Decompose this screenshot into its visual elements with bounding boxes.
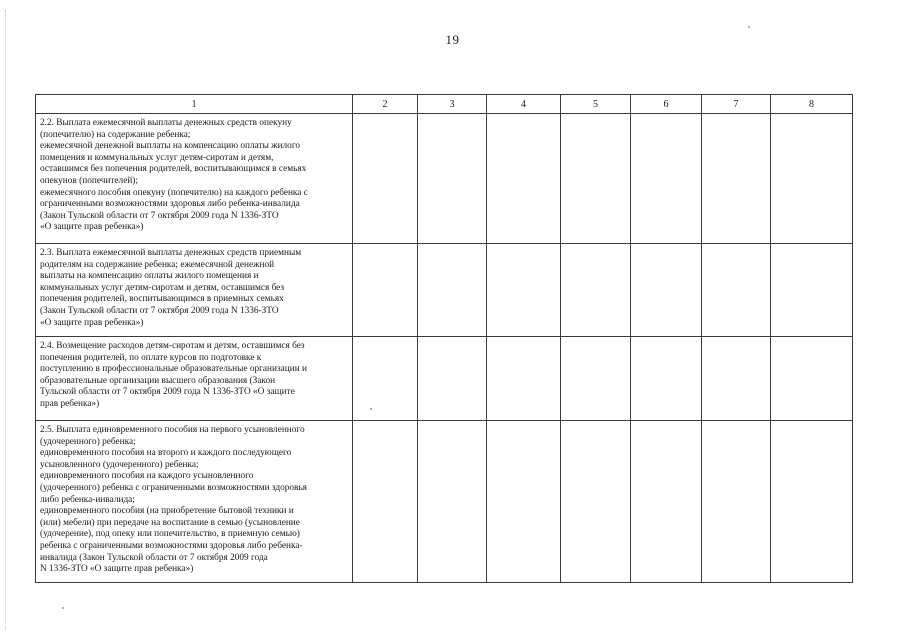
column-header: 6	[631, 95, 702, 114]
column-header: 7	[702, 95, 771, 114]
description-line: 2.4. Возмещение расходов детям-сиротам и детям, оставшимся без	[40, 341, 305, 351]
page-number: 19	[445, 32, 460, 47]
description-line: единовременного пособия (на приобретение бытовой техники и	[40, 506, 294, 517]
table-cell	[702, 244, 771, 337]
row-description	[36, 114, 353, 244]
table-row	[36, 244, 853, 337]
description-line: единовременного пособия на второго и каждого последующего	[40, 448, 292, 459]
table-cell	[353, 421, 418, 583]
table-cell	[487, 421, 561, 583]
row-description	[36, 421, 353, 583]
description-line: выплаты на компенсацию оплаты жилого помещения и	[40, 271, 259, 282]
description-line: «О защите прав ребенка»)	[40, 222, 144, 233]
description-line: попечения родителей, воспитывающимся в приемных семьях	[40, 294, 284, 305]
description-line: ежемесячной денежной выплаты на компенсацию оплаты жилого	[40, 141, 301, 152]
table-row	[36, 421, 853, 583]
column-header: 8	[771, 95, 853, 114]
scan-speck	[62, 607, 64, 609]
table-cell	[487, 337, 561, 421]
description-line: попечения родителей, по оплате курсов по подготовке к	[40, 352, 262, 363]
table-cell	[771, 244, 853, 337]
table-cell	[418, 244, 487, 337]
description-line: родителям на содержание ребенка; ежемесячной денежной	[40, 259, 275, 270]
budget-table	[35, 94, 853, 583]
description-line: (или) мебели) при передаче на воспитание в семью (усыновление	[40, 517, 300, 528]
description-line: 2.3. Выплата ежемесячной выплаты денежных средств приемным	[40, 248, 302, 258]
description-line: Тульской области от 7 октября 2009 года N 1336-ЗТО «О защите	[40, 387, 295, 398]
table-cell	[702, 421, 771, 583]
table-row	[36, 337, 853, 421]
table-cell	[353, 114, 418, 244]
description-line: (удочерение), под опеку или попечительство, в приемную семью)	[40, 529, 300, 540]
description-line: усыновленного (удочеренного) ребенка;	[40, 459, 199, 470]
table-cell	[702, 337, 771, 421]
table-cell	[487, 244, 561, 337]
row-description	[36, 337, 353, 421]
description-line: ежемесячного пособия опекуну (попечителю) на каждого ребенка с	[40, 187, 308, 198]
description-line: либо ребенка-инвалида;	[40, 494, 135, 505]
column-header: 2	[353, 95, 418, 114]
description-line: оставшимся без попечения родителей, воспитывающимся в семьях	[40, 164, 307, 175]
table-cell	[561, 337, 631, 421]
table-cell	[631, 114, 702, 244]
column-header: 3	[418, 95, 487, 114]
table-cell	[702, 114, 771, 244]
description-line: 2.2. Выплата ежемесячной выплаты денежных средств опекуну	[40, 118, 292, 128]
table-cell	[561, 114, 631, 244]
description-line: прав ребенка»)	[40, 398, 100, 409]
description-line: 2.5. Выплата единовременного пособия на первого усыновленного	[40, 425, 305, 435]
column-header: 5	[561, 95, 631, 114]
table-cell	[418, 337, 487, 421]
description-line: ребенка с ограниченными возможностями здоровья либо ребенка-	[40, 540, 303, 551]
table-header-row	[36, 95, 853, 114]
table-cell	[561, 421, 631, 583]
scan-margin-mark	[5, 10, 6, 630]
description-line: (удочеренного) ребенка;	[40, 436, 136, 447]
description-line: образовательные организации высшего образования (Закон	[40, 375, 276, 386]
table-cell	[561, 244, 631, 337]
scan-speck	[748, 26, 750, 28]
row-description	[36, 244, 353, 337]
table-cell	[418, 421, 487, 583]
description-line: ограниченными возможностями здоровья либо ребенка-инвалида	[40, 199, 300, 210]
table-cell	[771, 114, 853, 244]
description-line: коммунальных услуг детям-сиротам и детям, оставшимся без	[40, 282, 285, 293]
description-line: поступлению в профессиональные образовательные организации и	[40, 364, 308, 375]
table-cell	[631, 421, 702, 583]
description-line: единовременного пособия на каждого усыновленного	[40, 471, 254, 482]
description-line: (Закон Тульской области от 7 октября 2009 года N 1336-ЗТО	[40, 305, 279, 316]
description-line: инвалида (Закон Тульской области от 7 октября 2009 года	[40, 552, 268, 563]
description-line: (удочеренного) ребенка с ограниченными возможностями здоровья	[40, 482, 307, 493]
table-cell	[353, 337, 418, 421]
table-cell	[631, 244, 702, 337]
description-line: (попечителю) на содержание ребенка;	[40, 129, 191, 140]
table-cell	[487, 114, 561, 244]
table-cell	[771, 421, 853, 583]
table-cell	[631, 337, 702, 421]
column-header: 1	[36, 95, 353, 114]
table-cell	[353, 244, 418, 337]
column-header: 4	[487, 95, 561, 114]
table-body	[36, 114, 853, 583]
table-cell	[771, 337, 853, 421]
description-line: N 1336-ЗТО «О защите прав ребенка»)	[40, 564, 194, 575]
description-line: помещения и коммунальных услуг детям-сиротам и детям,	[40, 152, 274, 163]
description-line: опекунов (попечителей);	[40, 175, 138, 186]
description-line: (Закон Тульской области от 7 октября 2009 года N 1336-ЗТО	[40, 210, 279, 221]
table-row	[36, 114, 853, 244]
table-cell	[418, 114, 487, 244]
description-line: «О защите прав ребенка»)	[40, 317, 144, 328]
